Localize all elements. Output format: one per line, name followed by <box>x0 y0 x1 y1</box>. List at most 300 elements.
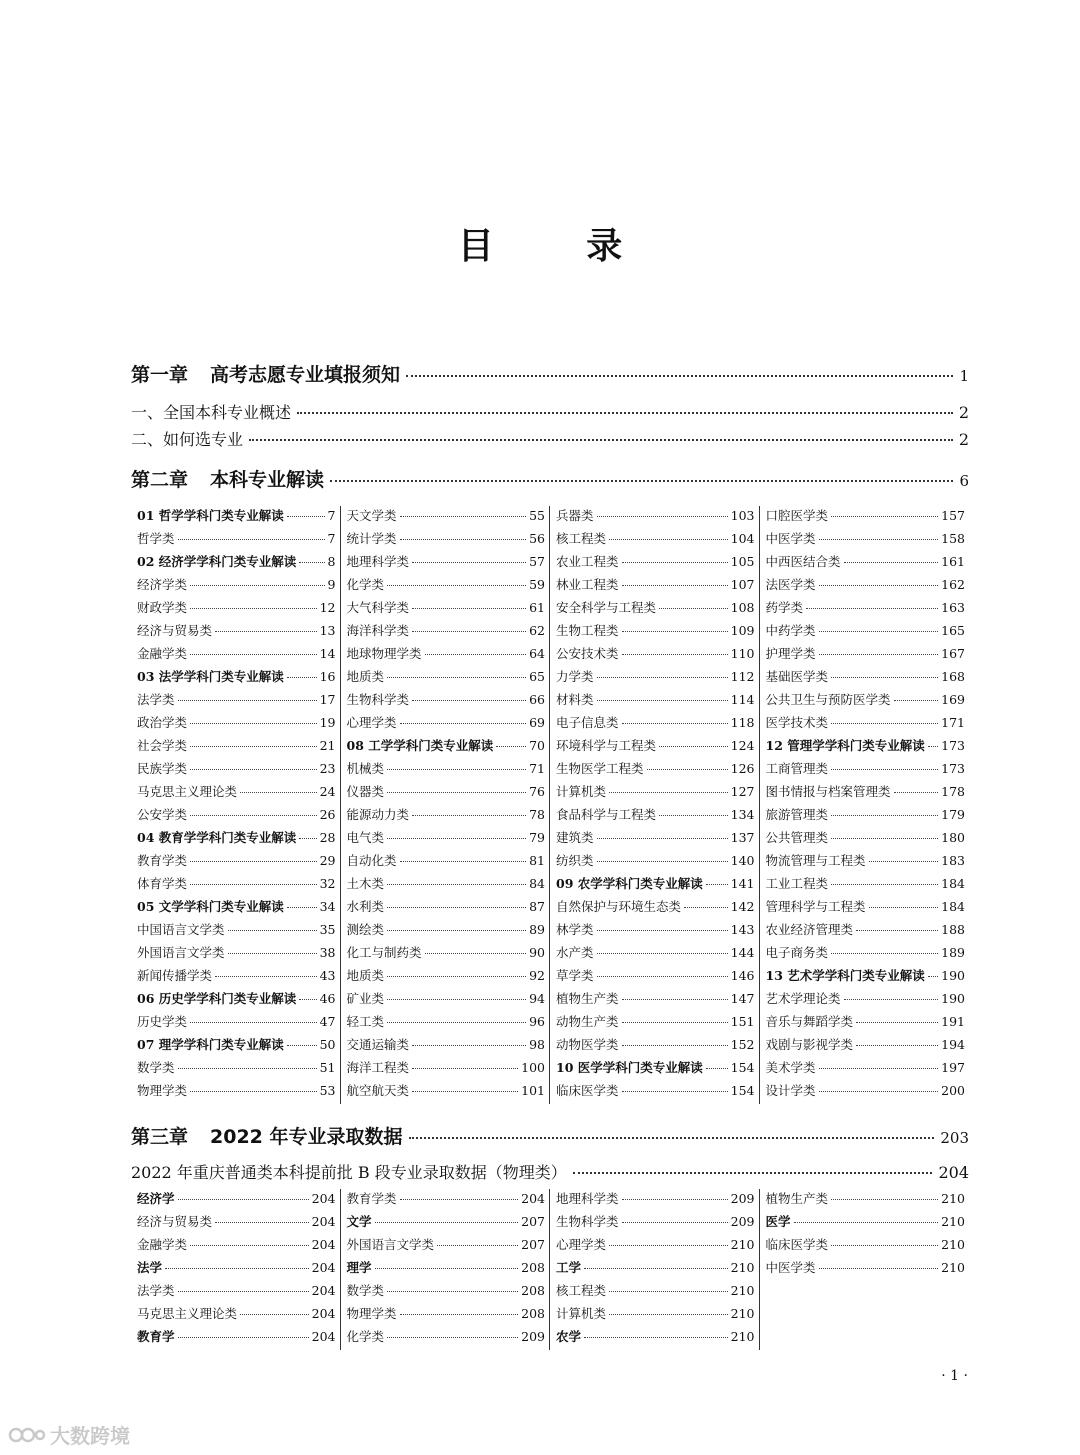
toc-category-entry[interactable] <box>137 828 336 851</box>
entry-title: 文学 <box>346 1214 372 1229</box>
entry-title: 中医学类 <box>765 531 816 546</box>
leader-dots <box>597 930 728 931</box>
toc-entry[interactable] <box>556 897 755 920</box>
toc-entry[interactable] <box>347 943 546 966</box>
leader-dots <box>178 539 325 540</box>
toc-entry[interactable] <box>556 1081 755 1104</box>
entry-title: 经济学类 <box>137 577 188 592</box>
toc-entry[interactable] <box>137 874 336 897</box>
toc-entry[interactable] <box>766 828 966 851</box>
toc-entry[interactable] <box>556 966 755 989</box>
toc-category-entry[interactable] <box>347 736 546 759</box>
leader-dots <box>647 769 728 770</box>
entry-title: 经济与贸易类 <box>137 1214 213 1229</box>
toc-entry[interactable] <box>137 1304 336 1327</box>
entry-title: 哲学类 <box>137 531 175 546</box>
leader-dots <box>597 861 728 862</box>
toc-category-entry[interactable] <box>766 966 966 989</box>
leader-dots <box>387 769 526 770</box>
entry-title: 地质类 <box>346 669 385 684</box>
toc-entry[interactable] <box>766 1012 966 1035</box>
toc-entry[interactable] <box>347 644 546 667</box>
entry-title: 数学类 <box>137 1060 175 1075</box>
toc-entry[interactable] <box>347 805 546 828</box>
entry-title: 新闻传播学类 <box>137 968 213 983</box>
toc-entry[interactable] <box>766 621 966 644</box>
entry-title: 法医学类 <box>765 577 816 592</box>
toc-entry[interactable] <box>766 529 966 552</box>
leader-dots <box>597 838 728 839</box>
toc-entry[interactable] <box>347 690 546 713</box>
toc-entry[interactable] <box>137 690 336 713</box>
entry-page: 204 <box>311 1237 336 1252</box>
leader-dots <box>622 1199 728 1200</box>
entry-title: 天文学类 <box>346 508 397 523</box>
toc-entry[interactable] <box>766 989 966 1012</box>
toc-entry[interactable] <box>347 920 546 943</box>
toc-entry[interactable] <box>766 1235 966 1258</box>
leader-dots <box>706 884 728 885</box>
toc-category-entry[interactable] <box>137 506 336 529</box>
toc-category-entry[interactable] <box>137 1258 336 1281</box>
toc-entry[interactable] <box>137 1012 336 1035</box>
toc-entry[interactable] <box>556 644 755 667</box>
toc-category-entry[interactable] <box>766 1212 966 1235</box>
leader-dots <box>894 792 939 793</box>
entry-page: 110 <box>730 646 755 661</box>
leader-dots <box>819 585 939 586</box>
entry-page: 64 <box>529 646 545 661</box>
toc-entry[interactable] <box>766 1189 966 1212</box>
entry-title: 地理科学类 <box>346 554 410 569</box>
entry-title: 法学类 <box>137 1283 175 1298</box>
leader-dots <box>609 1245 728 1246</box>
entry-page: 143 <box>730 922 755 937</box>
entry-title: 安全科学与工程类 <box>556 600 657 615</box>
toc-entry[interactable] <box>347 1304 546 1327</box>
entry-title: 图书情报与档案管理类 <box>765 784 891 799</box>
leader-dots <box>299 999 316 1000</box>
leader-dots <box>299 838 316 839</box>
toc-entry[interactable] <box>137 943 336 966</box>
toc-entry[interactable] <box>347 897 546 920</box>
toc-chapter-3[interactable] <box>131 1122 969 1149</box>
toc-entry[interactable] <box>766 1081 966 1104</box>
leader-dots <box>190 723 317 724</box>
leader-dots <box>831 838 938 839</box>
toc-entry[interactable] <box>347 1327 546 1350</box>
toc-entry[interactable] <box>137 713 336 736</box>
entry-page: 98 <box>529 1037 545 1052</box>
entry-title: 法学 <box>137 1260 163 1275</box>
toc-entry[interactable] <box>556 736 755 759</box>
toc-section[interactable] <box>131 400 969 423</box>
toc-entry[interactable] <box>347 598 546 621</box>
leader-dots <box>831 1245 938 1246</box>
toc-entry[interactable] <box>137 759 336 782</box>
toc-entry[interactable] <box>137 598 336 621</box>
entry-page: 140 <box>730 853 755 868</box>
entry-page: 16 <box>319 669 336 684</box>
toc-entry[interactable] <box>766 782 966 805</box>
entry-title: 医学技术类 <box>765 715 829 730</box>
toc-entry[interactable] <box>766 667 966 690</box>
toc-entry[interactable] <box>347 851 546 874</box>
toc-entry[interactable] <box>766 759 966 782</box>
entry-title: 心理学类 <box>556 1237 607 1252</box>
entry-page: 71 <box>529 761 545 776</box>
entry-page: 34 <box>319 899 336 914</box>
leader-dots <box>409 1137 935 1139</box>
entry-page: 92 <box>529 968 545 983</box>
entry-page: 204 <box>311 1329 336 1344</box>
leader-dots <box>190 1091 317 1092</box>
toc-entry[interactable] <box>766 690 966 713</box>
toc-entry[interactable] <box>347 1012 546 1035</box>
entry-title: 工业工程类 <box>765 876 829 891</box>
toc-entry[interactable] <box>137 1058 336 1081</box>
toc-entry[interactable] <box>137 621 336 644</box>
entry-title: 轻工类 <box>346 1014 385 1029</box>
toc-entry[interactable] <box>556 1235 755 1258</box>
entry-page: 7 <box>327 508 336 523</box>
toc-entry[interactable] <box>766 897 966 920</box>
toc-entry[interactable] <box>556 1012 755 1035</box>
entry-title: 外国语言文学类 <box>346 1237 435 1252</box>
entry-title: 05 文学学科门类专业解读 <box>137 899 284 914</box>
entry-page: 70 <box>529 738 545 753</box>
toc-entry[interactable] <box>556 667 755 690</box>
chapter-number: 第二章 <box>131 469 189 491</box>
entry-title: 生物工程类 <box>556 623 619 638</box>
entry-page: 168 <box>941 669 965 684</box>
entry-page: 101 <box>521 1083 545 1098</box>
entry-title: 电子信息类 <box>556 715 619 730</box>
leader-dots <box>190 746 317 747</box>
leader-dots <box>573 1172 933 1174</box>
toc-category-entry[interactable] <box>556 1258 755 1281</box>
entry-title: 统计学类 <box>346 531 397 546</box>
leader-dots <box>831 1199 938 1200</box>
toc-entry[interactable] <box>137 1281 336 1304</box>
entry-page: 173 <box>941 738 965 753</box>
toc-entry[interactable] <box>556 1304 755 1327</box>
leader-dots <box>622 562 728 563</box>
toc-entry[interactable] <box>137 1081 336 1104</box>
entry-page: 32 <box>319 876 336 891</box>
entry-title: 农业工程类 <box>556 554 619 569</box>
leader-dots <box>330 480 953 482</box>
toc-category-entry[interactable] <box>137 552 336 575</box>
chapter-2-entries <box>131 506 969 1104</box>
leader-dots <box>190 861 317 862</box>
toc-entry[interactable] <box>137 920 336 943</box>
toc-entry[interactable] <box>766 552 966 575</box>
toc-entry[interactable] <box>137 782 336 805</box>
toc-entry[interactable] <box>766 598 966 621</box>
entry-title: 兵器类 <box>556 508 594 523</box>
toc-entry[interactable] <box>347 759 546 782</box>
toc-entry[interactable] <box>556 805 755 828</box>
toc-entry[interactable] <box>556 782 755 805</box>
leader-dots <box>412 608 526 609</box>
leader-dots <box>400 861 527 862</box>
toc-entry[interactable] <box>556 920 755 943</box>
toc-column <box>341 506 551 1104</box>
toc-entry[interactable] <box>766 1035 966 1058</box>
leader-dots <box>856 1022 938 1023</box>
toc-entry[interactable] <box>347 667 546 690</box>
toc-entry[interactable] <box>766 506 966 529</box>
entry-title: 物理学类 <box>346 1306 397 1321</box>
toc-entry[interactable] <box>766 575 966 598</box>
entry-page: 210 <box>730 1306 755 1321</box>
toc-category-entry[interactable] <box>137 1035 336 1058</box>
toc-entry[interactable] <box>137 529 336 552</box>
entry-title: 民族学类 <box>137 761 188 776</box>
entry-page: 108 <box>730 600 755 615</box>
entry-page: 62 <box>529 623 545 638</box>
toc-category-entry[interactable] <box>137 1189 336 1212</box>
entry-page: 103 <box>730 508 755 523</box>
toc-entry[interactable] <box>347 1058 546 1081</box>
entry-page: 137 <box>730 830 755 845</box>
toc-entry[interactable] <box>137 575 336 598</box>
toc-entry[interactable] <box>556 506 755 529</box>
entry-page: 24 <box>319 784 336 799</box>
toc-entry[interactable] <box>556 552 755 575</box>
leader-dots <box>794 1222 939 1223</box>
entry-title: 经济学 <box>137 1191 175 1206</box>
toc-entry[interactable] <box>347 506 546 529</box>
entry-title: 材料类 <box>556 692 594 707</box>
entry-page: 29 <box>319 853 336 868</box>
toc-chapter-2[interactable] <box>131 465 969 492</box>
toc-entry[interactable] <box>137 1212 336 1235</box>
chapter-page: 1 <box>959 367 969 385</box>
toc-entry[interactable] <box>347 1235 546 1258</box>
toc-entry[interactable] <box>347 874 546 897</box>
leader-dots <box>412 1068 518 1069</box>
entry-page: 169 <box>941 692 965 707</box>
entry-page: 53 <box>319 1083 336 1098</box>
chapter-number: 第一章 <box>131 364 189 386</box>
leader-dots <box>400 1314 519 1315</box>
entry-title: 林业工程类 <box>556 577 619 592</box>
toc-entry[interactable] <box>556 1212 755 1235</box>
toc-entry[interactable] <box>347 828 546 851</box>
leader-dots <box>684 907 728 908</box>
entry-title: 自动化类 <box>346 853 397 868</box>
entry-title: 心理学类 <box>346 715 397 730</box>
entry-page: 79 <box>529 830 545 845</box>
toc-entry[interactable] <box>347 713 546 736</box>
entry-page: 81 <box>529 853 545 868</box>
toc-entry[interactable] <box>137 644 336 667</box>
toc-section[interactable] <box>131 427 969 450</box>
toc-category-entry[interactable] <box>137 989 336 1012</box>
toc-entry[interactable] <box>347 552 546 575</box>
entry-page: 66 <box>529 692 545 707</box>
entry-title: 08 工学学科门类专业解读 <box>346 738 494 753</box>
leader-dots <box>190 608 317 609</box>
toc-entry[interactable] <box>766 851 966 874</box>
entry-page: 35 <box>319 922 336 937</box>
toc-entry[interactable] <box>556 598 755 621</box>
toc-entry[interactable] <box>137 1235 336 1258</box>
entry-title: 法学类 <box>137 692 175 707</box>
leader-dots <box>228 953 317 954</box>
leader-dots <box>622 723 728 724</box>
leader-dots <box>819 1068 939 1069</box>
entry-title: 药学类 <box>765 600 804 615</box>
toc-category-entry[interactable] <box>766 736 966 759</box>
toc-entry[interactable] <box>556 529 755 552</box>
toc-category-entry[interactable] <box>556 1327 755 1350</box>
toc-entry[interactable] <box>556 828 755 851</box>
entry-page: 210 <box>941 1237 965 1252</box>
toc-category-entry[interactable] <box>556 1058 755 1081</box>
toc-entry[interactable] <box>137 851 336 874</box>
entry-title: 财政学类 <box>137 600 188 615</box>
toc-entry[interactable] <box>556 851 755 874</box>
entry-page: 26 <box>319 807 336 822</box>
toc-entry[interactable] <box>766 1258 966 1281</box>
entry-title: 物理学类 <box>137 1083 188 1098</box>
toc-entry[interactable] <box>347 1189 546 1212</box>
toc-entry[interactable] <box>766 874 966 897</box>
entry-title: 电子商务类 <box>765 945 829 960</box>
toc-entry[interactable] <box>556 759 755 782</box>
toc-entry[interactable] <box>347 1281 546 1304</box>
toc-entry[interactable] <box>137 805 336 828</box>
leader-dots <box>831 815 938 816</box>
leader-dots <box>496 746 526 747</box>
toc-entry[interactable] <box>347 529 546 552</box>
entry-page: 109 <box>730 623 755 638</box>
toc-entry[interactable] <box>766 920 966 943</box>
toc-entry[interactable] <box>766 943 966 966</box>
entry-page: 19 <box>319 715 336 730</box>
toc-category-entry[interactable] <box>137 897 336 920</box>
toc-section[interactable] <box>131 1160 969 1183</box>
toc-category-entry[interactable] <box>347 1212 546 1235</box>
chapter-page: 203 <box>940 1129 969 1147</box>
leader-dots <box>584 1337 728 1338</box>
entry-title: 食品科学与工程类 <box>556 807 657 822</box>
leader-dots <box>856 930 938 931</box>
toc-entry[interactable] <box>766 805 966 828</box>
entry-title: 数学类 <box>346 1283 385 1298</box>
entry-page: 208 <box>521 1306 545 1321</box>
toc-entry[interactable] <box>556 1281 755 1304</box>
entry-page: 76 <box>529 784 545 799</box>
leader-dots <box>622 1045 728 1046</box>
section-page: 2 <box>958 403 969 422</box>
toc-entry[interactable] <box>556 1035 755 1058</box>
toc-entry[interactable] <box>347 989 546 1012</box>
entry-title: 林学类 <box>556 922 594 937</box>
toc-category-entry[interactable] <box>137 667 336 690</box>
leader-dots <box>622 631 728 632</box>
toc-entry[interactable] <box>347 621 546 644</box>
toc-entry[interactable] <box>347 575 546 598</box>
entry-page: 46 <box>319 991 336 1006</box>
leader-dots <box>412 815 526 816</box>
leader-dots <box>287 907 317 908</box>
entry-title: 环境科学与工程类 <box>556 738 657 753</box>
toc-entry[interactable] <box>556 943 755 966</box>
leader-dots <box>412 1045 526 1046</box>
toc-entry[interactable] <box>766 1058 966 1081</box>
entry-page: 165 <box>941 623 965 638</box>
toc-entry[interactable] <box>137 736 336 759</box>
toc-category-entry[interactable] <box>347 1258 546 1281</box>
entry-page: 210 <box>941 1191 965 1206</box>
toc-entry[interactable] <box>556 989 755 1012</box>
watermark <box>8 1420 130 1449</box>
entry-page: 100 <box>521 1060 545 1075</box>
entry-title: 纺织类 <box>556 853 594 868</box>
entry-title: 马克思主义理论类 <box>137 1306 238 1321</box>
entry-title: 教育学类 <box>137 853 188 868</box>
toc-entry[interactable] <box>556 690 755 713</box>
entry-page: 87 <box>529 899 545 914</box>
chapter-page: 6 <box>959 472 969 490</box>
leader-dots <box>412 562 526 563</box>
leader-dots <box>659 815 728 816</box>
toc-entry[interactable] <box>347 1081 546 1104</box>
entry-title: 力学类 <box>556 669 594 684</box>
entry-page: 51 <box>319 1060 336 1075</box>
leader-dots <box>844 999 939 1000</box>
toc-category-entry[interactable] <box>556 874 755 897</box>
toc-entry[interactable] <box>556 713 755 736</box>
entry-page: 209 <box>730 1214 755 1229</box>
toc-category-entry[interactable] <box>137 1327 336 1350</box>
entry-title: 工商管理类 <box>765 761 829 776</box>
entry-title: 仪器类 <box>346 784 385 799</box>
leader-dots <box>659 608 728 609</box>
toc-entry[interactable] <box>137 966 336 989</box>
entry-page: 96 <box>529 1014 545 1029</box>
toc-chapter-1[interactable] <box>131 360 969 387</box>
toc-entry[interactable] <box>556 1189 755 1212</box>
leader-dots <box>831 953 938 954</box>
leader-dots <box>597 516 728 517</box>
entry-title: 管理科学与工程类 <box>765 899 866 914</box>
entry-title: 中国语言文学类 <box>137 922 225 937</box>
entry-page: 210 <box>730 1329 755 1344</box>
leader-dots <box>869 861 939 862</box>
toc-entry[interactable] <box>556 575 755 598</box>
toc-entry[interactable] <box>347 966 546 989</box>
entry-page: 184 <box>941 876 965 891</box>
entry-title: 地球物理学类 <box>346 646 422 661</box>
toc-entry[interactable] <box>766 713 966 736</box>
toc-column <box>760 1189 970 1350</box>
toc-column <box>550 506 760 1104</box>
entry-page: 14 <box>319 646 336 661</box>
leader-dots <box>622 999 728 1000</box>
entry-page: 158 <box>941 531 965 546</box>
entry-title: 09 农学学科门类专业解读 <box>556 876 703 891</box>
toc-entry[interactable] <box>766 644 966 667</box>
toc-entry[interactable] <box>347 1035 546 1058</box>
toc-entry[interactable] <box>556 621 755 644</box>
toc-entry[interactable] <box>347 782 546 805</box>
entry-page: 55 <box>529 508 545 523</box>
